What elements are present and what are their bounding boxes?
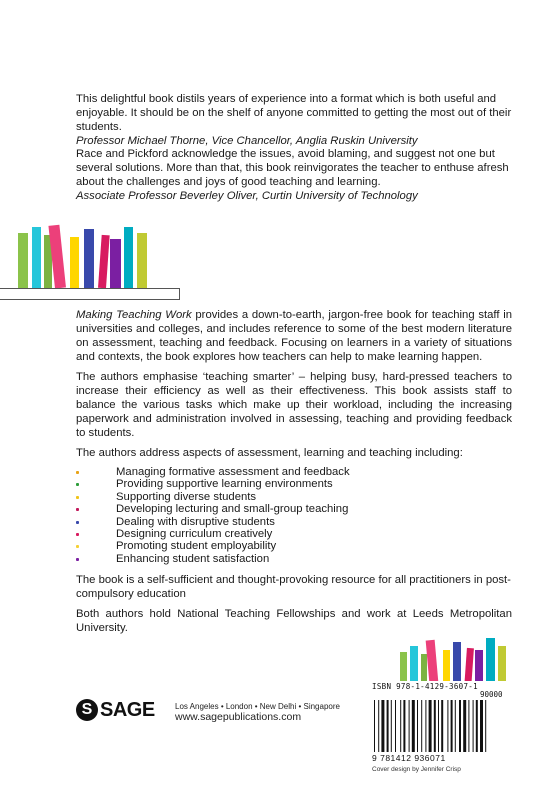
- barcode-bar: [459, 700, 461, 752]
- barcode-bar: [451, 700, 453, 752]
- list-item: Providing supportive learning environments: [76, 478, 512, 490]
- publisher-cities: Los Angeles • London • New Delhi • Singapore: [175, 702, 340, 711]
- cover-design-credit: Cover design by Jennifer Crisp: [372, 766, 461, 773]
- barcode-bar: [447, 700, 448, 752]
- list-item: Managing formative assessment and feedback: [76, 466, 512, 478]
- barcode-bar: [395, 700, 396, 752]
- barcode-bar: [429, 700, 432, 752]
- bullet-icon: [76, 483, 79, 486]
- description-paragraph-4: The book is a self-sufficient and thought-provoking resource for all practitioners in post-compulsory education: [76, 574, 511, 601]
- topics-list: [76, 466, 512, 565]
- barcode-bar: [378, 700, 379, 752]
- bullet-icon: [76, 558, 79, 561]
- sage-logo: [76, 697, 166, 723]
- list-item: Enhancing student satisfaction: [76, 553, 512, 565]
- barcode-bar: [387, 700, 389, 752]
- book-spine: [110, 239, 121, 288]
- quote-2: [76, 147, 512, 203]
- description-paragraph-1: Making Teaching Work provides a down-to-earth, jargon-free book for teaching staff in universities and colleges, and includes reference to some of the best modern literature on assessment, teaching and feedback. Focusing on learners in a variety of situations and contexts, the book explores how teachers can help to make learning happen.: [76, 309, 512, 363]
- barcode-bar: [374, 700, 375, 752]
- barcode-bar: [455, 700, 456, 752]
- bullet-icon: [76, 545, 79, 548]
- list-item: Developing lecturing and small-group teaching: [76, 503, 512, 515]
- barcode-bar: [391, 700, 392, 752]
- bullet-icon: [76, 533, 79, 536]
- barcode-number: 9 781412 936071: [372, 753, 446, 763]
- book-spine: [32, 227, 41, 288]
- bullet-icon: [76, 496, 79, 499]
- sage-logo-icon: S: [76, 699, 98, 721]
- barcode-bar: [412, 700, 415, 752]
- bullet-icon: [76, 508, 79, 511]
- barcode-bar: [441, 700, 443, 752]
- bullet-icon: [76, 471, 79, 474]
- price-code: 90000: [480, 690, 503, 699]
- sage-logo-text: SAGE: [100, 698, 155, 721]
- book-spine: [98, 235, 110, 288]
- book-spine: [18, 233, 28, 288]
- barcode-bar: [400, 700, 401, 752]
- barcode-bar: [425, 700, 426, 752]
- book-spine: [124, 227, 133, 288]
- quote-1-text: This delightful book distils years of experience into a format which is both useful and enjoyable. It should be on the shelf of anyone committed to getting the most out of their students.: [76, 93, 512, 133]
- barcode-bar: [468, 700, 469, 752]
- quote-1: [76, 92, 512, 148]
- barcode-bar: [381, 700, 384, 752]
- barcode-bar: [438, 700, 439, 752]
- quote-2-text: Race and Pickford acknowledge the issues, avoid blaming, and suggest not one but several solutions. More than that, this book reinvigorates the teacher to enthuse afresh about the challenges and joys of good teaching and learning.: [76, 148, 509, 188]
- shelf-line: [0, 288, 180, 300]
- barcode-bar: [403, 700, 405, 752]
- isbn-label: ISBN 978-1-4129-3607-1: [372, 682, 478, 691]
- publisher-url[interactable]: www.sagepublications.com: [175, 711, 302, 723]
- list-item: Dealing with disruptive students: [76, 516, 512, 528]
- barcode-bar: [434, 700, 436, 752]
- description-paragraph-3: The authors address aspects of assessment, learning and teaching including:: [76, 447, 463, 459]
- quote-2-author: Associate Professor Beverley Oliver, Curtin University of Technology: [76, 190, 418, 202]
- barcode-bar: [485, 700, 486, 752]
- list-item: Designing curriculum creatively: [76, 528, 512, 540]
- book-description: [76, 308, 512, 641]
- barcode-bar: [473, 700, 474, 752]
- book-spine: [84, 229, 94, 288]
- barcode-bar: [480, 700, 483, 752]
- book-spine: [70, 237, 79, 288]
- bullet-icon: [76, 521, 79, 524]
- list-item: Supporting diverse students: [76, 491, 512, 503]
- book-spine: [137, 233, 147, 288]
- book-title: Making Teaching Work: [76, 309, 192, 321]
- quote-1-author: Professor Michael Thorne, Vice Chancellor, Anglia Ruskin University: [76, 135, 418, 147]
- description-paragraph-2: The authors emphasise ‘teaching smarter’ – helping busy, hard-pressed teachers to increase their efficiency as well as their effectiveness. This book assists staff to balance the various tasks which make up their workload, including the increasing paperwork and administration involved in assessing, teaching and providing feedback to students.: [76, 371, 512, 439]
- description-paragraph-5: Both authors hold National Teaching Fellowships and work at Leeds Metropolitan University.: [76, 608, 512, 635]
- barcode-bar: [409, 700, 410, 752]
- list-item: Promoting student employability: [76, 540, 512, 552]
- barcode: [372, 700, 510, 752]
- barcode-bar: [476, 700, 478, 752]
- barcode-bar: [421, 700, 422, 752]
- barcode-bar: [463, 700, 466, 752]
- barcode-bar: [417, 700, 418, 752]
